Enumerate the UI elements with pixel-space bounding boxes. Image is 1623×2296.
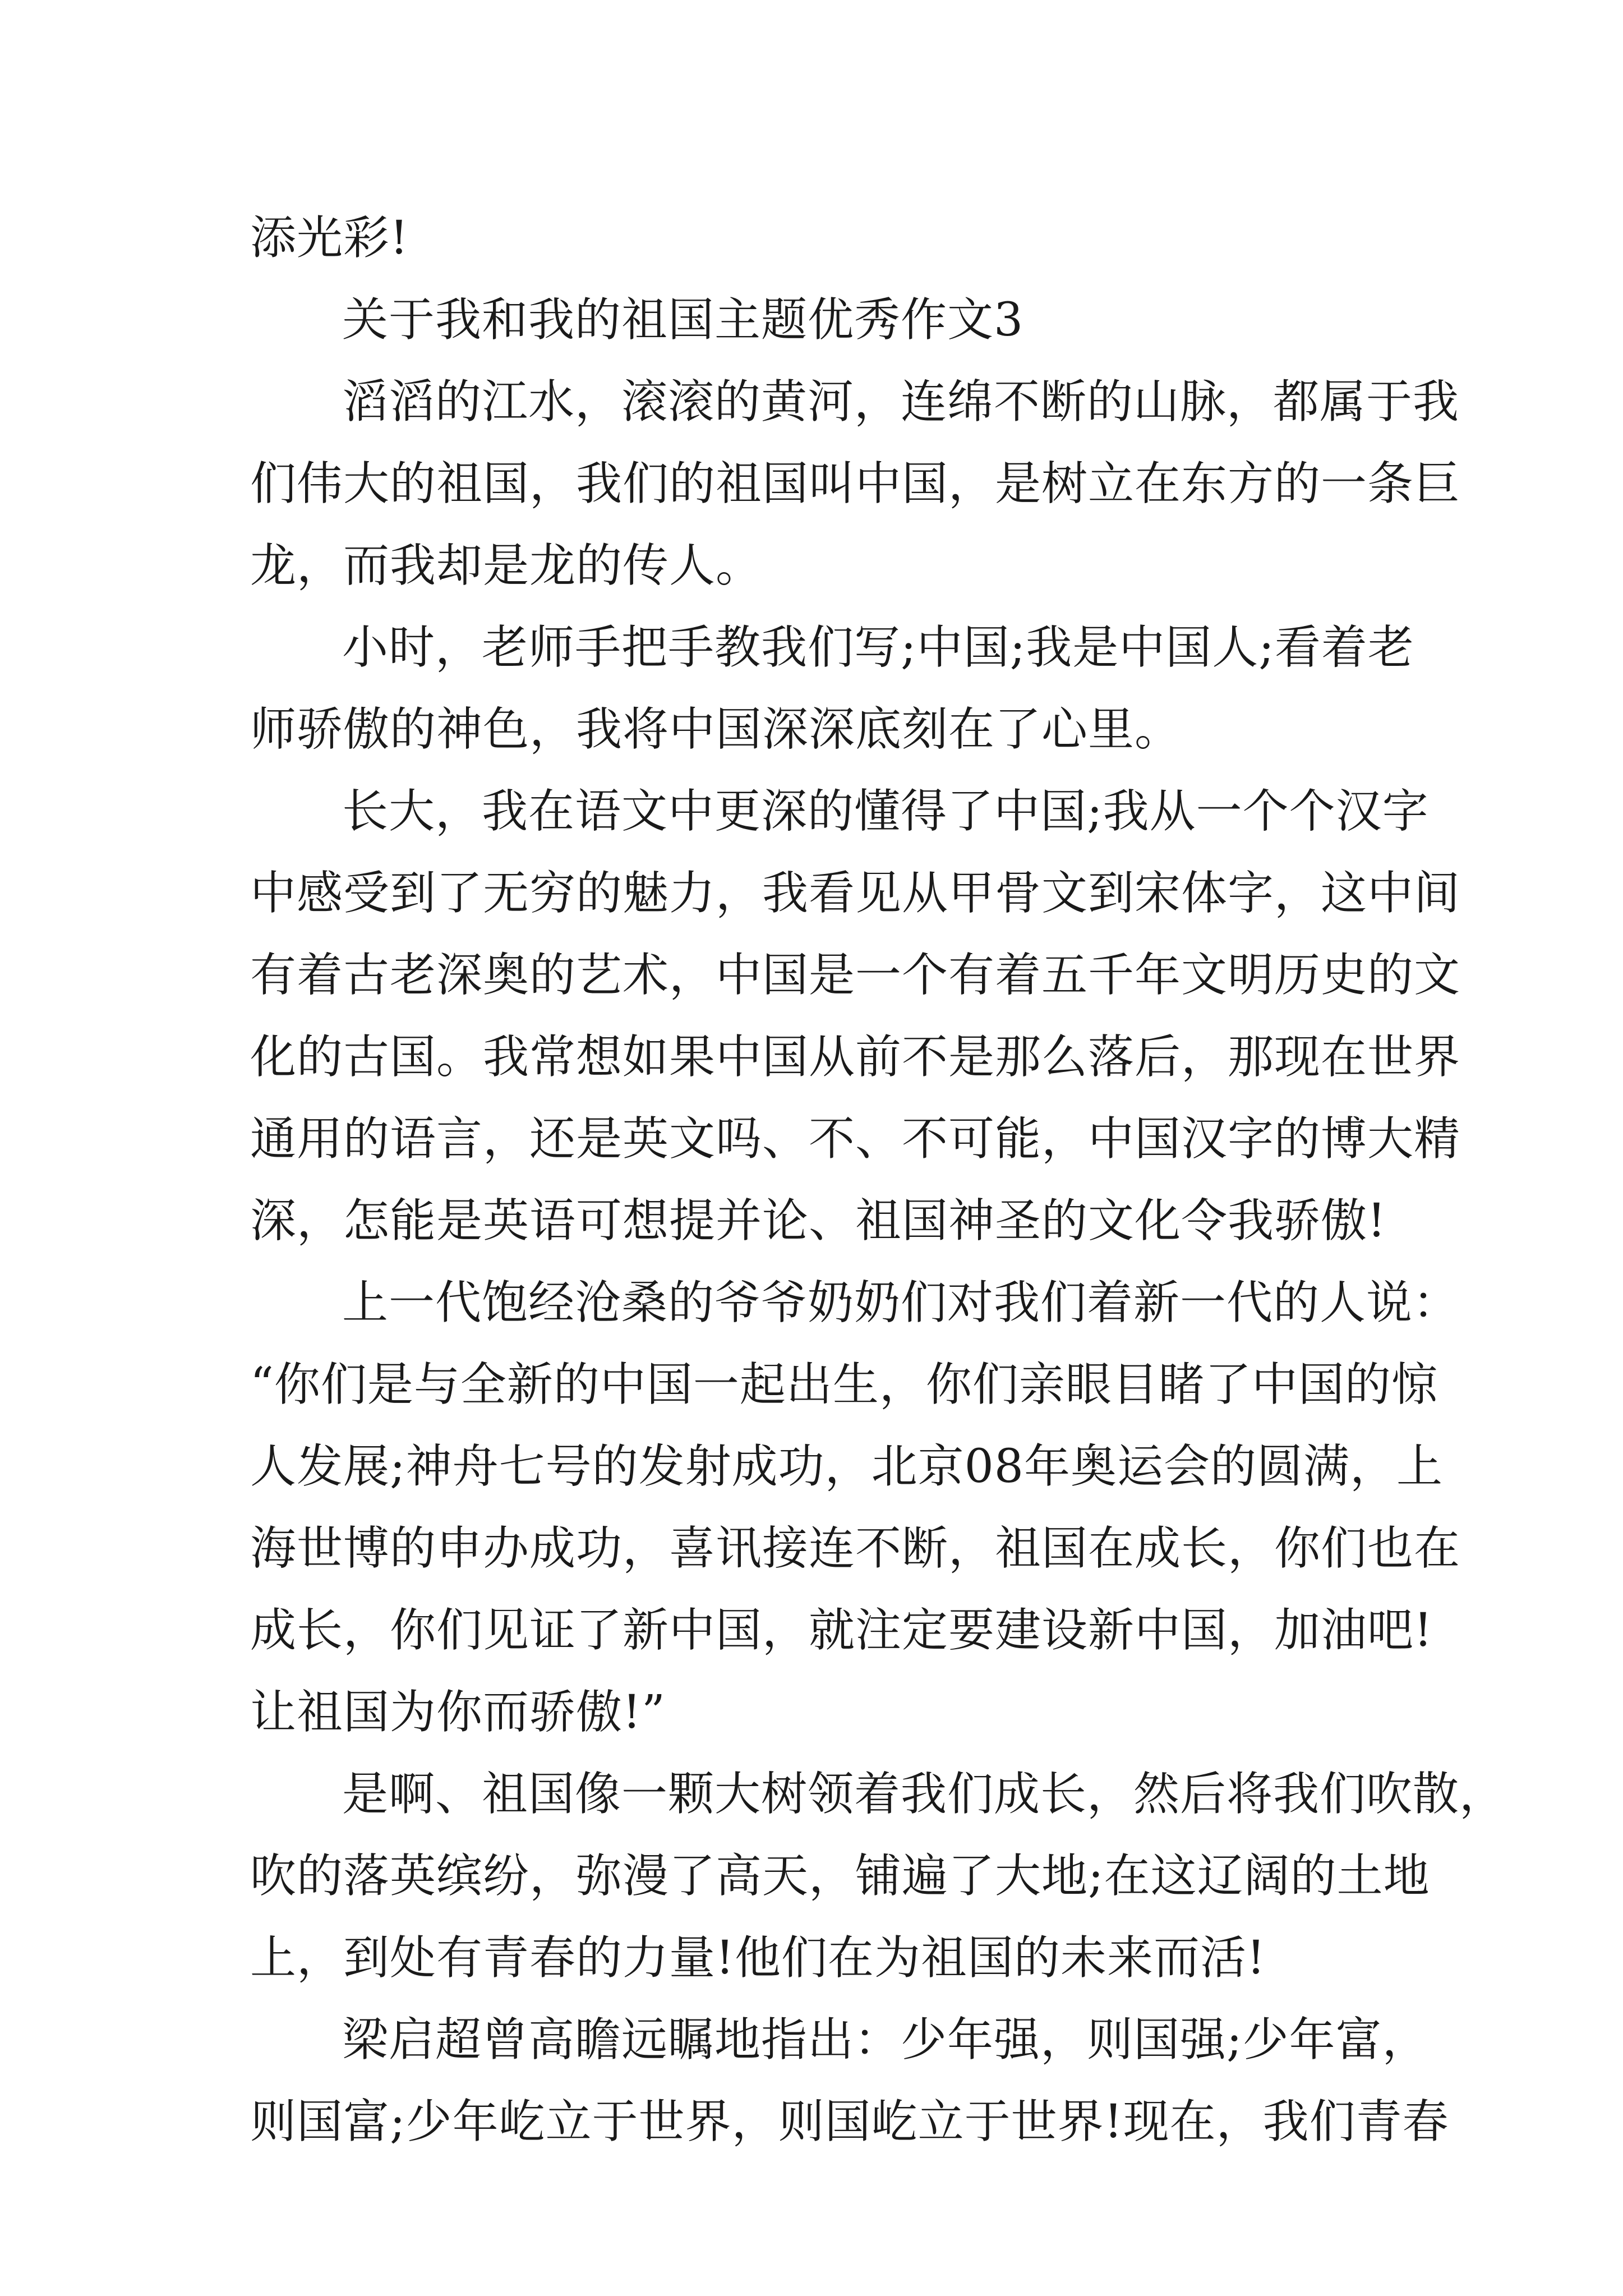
text-line: 人发展;神舟七号的发射成功，北京08年奥运会的圆满，上 [250, 1440, 1443, 1493]
text-line: 通用的语言，还是英文吗、不、不可能，中国汉字的博大精 [250, 1112, 1461, 1166]
text-line: 深，怎能是英语可想提并论、祖国神圣的文化令我骄傲! [250, 1194, 1386, 1248]
text-line: 是啊、祖国像一颗大树领着我们成长，然后将我们吹散， [342, 1768, 1506, 1821]
essay-body [250, 197, 1506, 2163]
text-line: 中感受到了无穷的魅力，我看见从甲骨文到宋体字，这中间 [250, 867, 1461, 920]
section-heading: 关于我和我的祖国主题优秀作文3 [342, 293, 1024, 347]
text-line: 添光彩! [250, 211, 409, 265]
text-line: 小时，老师手把手教我们写;中国;我是中国人;看着老 [342, 621, 1414, 674]
text-line: 有着古老深奥的艺术，中国是一个有着五千年文明历史的文 [250, 949, 1461, 1002]
text-line: 化的古国。我常想如果中国从前不是那么落后，那现在世界 [250, 1030, 1461, 1084]
text-line: 海世博的申办成功，喜讯接连不断，祖国在成长，你们也在 [250, 1522, 1461, 1575]
text-line: 吹的落英缤纷，弥漫了高天，铺遍了大地;在这辽阔的土地 [250, 1849, 1430, 1903]
text-line: 们伟大的祖国，我们的祖国叫中国，是树立在东方的一条巨 [250, 457, 1461, 510]
text-line: 上一代饱经沧桑的爷爷奶奶们对我们着新一代的人说： [342, 1276, 1460, 1329]
text-line: “你们是与全新的中国一起出生，你们亲眼目睹了中国的惊 [250, 1358, 1438, 1411]
text-line: 师骄傲的神色，我将中国深深底刻在了心里。 [250, 703, 1182, 756]
text-line: 龙，而我却是龙的传人。 [250, 539, 763, 592]
text-line: 则国富;少年屹立于世界，则国屹立于世界!现在，我们青春 [250, 2095, 1449, 2148]
text-line: 滔滔的江水，滚滚的黄河，连绵不断的山脉，都属于我 [342, 375, 1460, 429]
text-line: 梁启超曾高瞻远瞩地指出：少年强，则国强;少年富， [342, 2013, 1429, 2067]
text-line: 上，到处有青春的力量!他们在为祖国的未来而活! [250, 1931, 1266, 1985]
text-line: 让祖国为你而骄傲!” [250, 1686, 666, 1739]
text-line: 成长，你们见证了新中国，就注定要建设新中国，加油吧! [250, 1604, 1433, 1657]
text-line: 长大，我在语文中更深的懂得了中国;我从一个个汉字 [342, 785, 1429, 838]
